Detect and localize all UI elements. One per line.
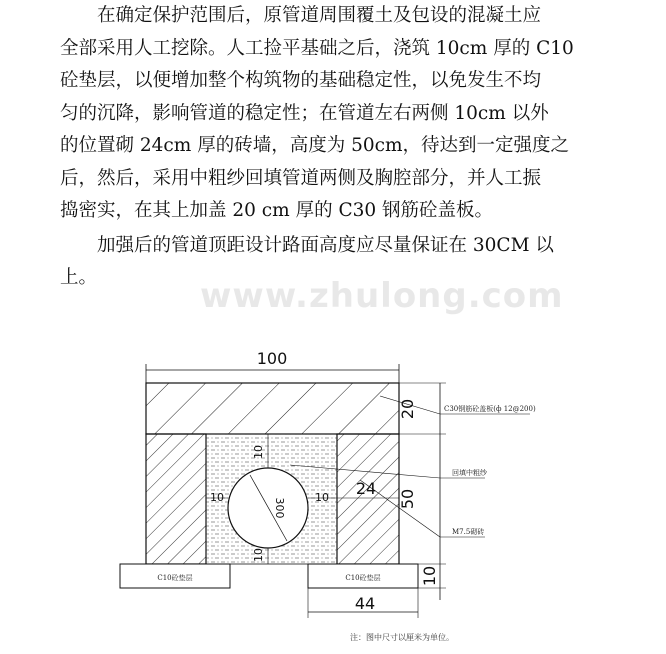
text-line: 后，然后，采用中粗纱回填管道两侧及胸腔部分，并人工振 bbox=[60, 167, 542, 189]
dim-gap-right: 10 bbox=[315, 491, 329, 504]
left-brick-wall bbox=[146, 434, 206, 564]
dim-top-cover: 10 bbox=[252, 445, 265, 459]
label-bed-right: C10砼垫层 bbox=[345, 574, 381, 582]
text-line: 捣密实，在其上加盖 20 cm 厚的 C30 钢筋砼盖板。 bbox=[60, 200, 494, 221]
cover-slab bbox=[146, 383, 399, 434]
dim-pipe-diameter: 300 bbox=[273, 497, 286, 519]
text-line: 加强后的管道顶距设计路面高度应尽量保证在 30CM 以 bbox=[97, 234, 554, 256]
dim-gap-left: 10 bbox=[210, 491, 224, 504]
text-line: 全部采用人工挖除。人工捡平基础之后，浇筑 10cm 厚的 C10 bbox=[60, 37, 574, 59]
text-line: 匀的沉降，影响管道的稳定性；在管道左右两侧 10cm 以外 bbox=[60, 102, 549, 124]
label-wall: M7.5砌砖 bbox=[452, 528, 485, 536]
label-fill: 回填中粗纱 bbox=[452, 469, 487, 477]
dim-wall-thick: 24 bbox=[355, 479, 377, 498]
dim-bed: 10 bbox=[420, 565, 439, 587]
text-line: 在确定保护范围后，原管道周围覆土及包设的混凝土应 bbox=[97, 5, 542, 26]
text-line: 砼垫层，以便增加整个构筑物的基础稳定性，以免发生不均 bbox=[60, 70, 542, 91]
pipe-icon bbox=[228, 468, 308, 548]
text-line: 上。 bbox=[60, 267, 98, 288]
text-line: 的位置砌 24cm 厚的砖墙，高度为 50cm，待达到一定强度之 bbox=[60, 135, 570, 156]
diagram-note: 注：图中尺寸以厘米为单位。 bbox=[350, 633, 454, 642]
label-bed-left: C10砼垫层 bbox=[157, 574, 193, 582]
dim-width-top: 100 bbox=[256, 349, 288, 368]
dim-bottom-cover: 10 bbox=[252, 548, 265, 562]
watermark: www.zhulong.com bbox=[200, 276, 564, 316]
dim-wall-height: 50 bbox=[398, 488, 417, 510]
dim-slab: 20 bbox=[398, 398, 417, 420]
right-brick-wall bbox=[337, 434, 399, 564]
dim-bed-width: 44 bbox=[354, 594, 376, 613]
label-slab: C30钢筋砼盖板(ф 12@200) bbox=[444, 405, 536, 413]
